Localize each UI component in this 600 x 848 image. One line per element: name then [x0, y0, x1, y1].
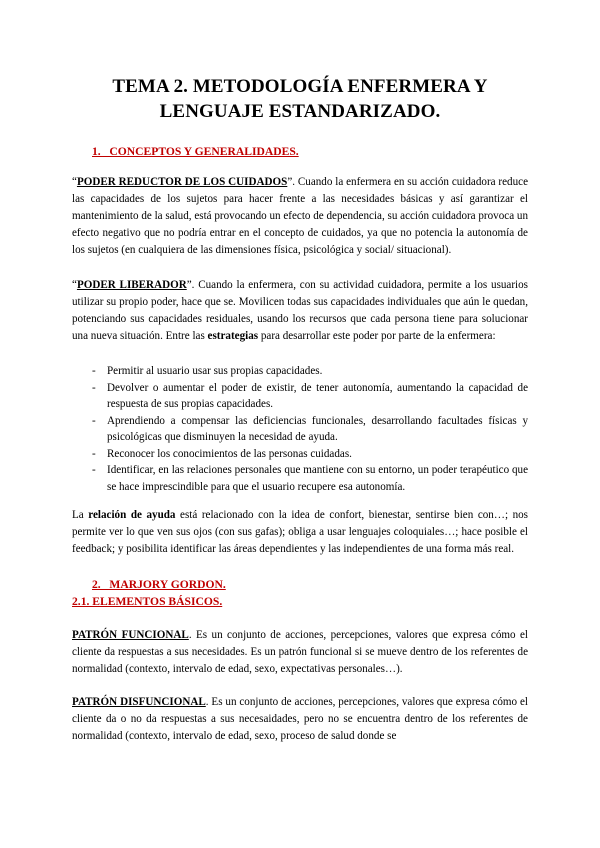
poder-liberador-text-after: para desarrollar este poder por parte de la enfermera:	[258, 330, 496, 342]
open-quote: “	[72, 279, 77, 291]
patron-disfuncional-term: PATRÓN DISFUNCIONAL	[72, 696, 206, 708]
poder-liberador-text-before: ”. Cuando la enfermera, con su actividad cuidadora, permite a los usuarios utilizar su propio poder, hace que se. Movilicen todas sus capacidades individuales que aún le quedan, potenciando sus capacidades residuales, usando los recursos que cada persona tiene para solucionar una nueva situación. Entre las	[72, 279, 528, 342]
patron-funcional-paragraph	[72, 627, 528, 678]
section-1-heading: 1. CONCEPTOS Y GENERALIDADES.	[92, 145, 299, 158]
list-item: - Permitir al usuario usar sus propias capacidades.	[92, 363, 528, 380]
list-item: - Identificar, en las relaciones personales que mantiene con su entorno, un poder terapéutico que se hace imprescindible para que el usuario recupere esa autonomía.	[92, 462, 528, 495]
relacion-ayuda-bold: relación de ayuda	[88, 509, 176, 521]
section-2-1-heading: 2.1. ELEMENTOS BÁSICOS.	[72, 595, 223, 608]
poder-reductor-term: PODER REDUCTOR DE LOS CUIDADOS	[76, 176, 288, 188]
page-title	[72, 0, 528, 124]
poder-reductor-text: ”. Cuando la enfermera en su acción cuidadora reduce las capacidades de los sujetos para hacer frente a las necesidades básicas y así garantizar el mantenimiento de la salud, está provocando un efecto de dependencia, su acción cuidadora provoca un efecto negativo que no podría entrar en el concepto de cuidados, ya que no potencia la autonomía de los sujetos (en cualquiera de las dimensiones física, psicológica y social/ situacional).	[72, 176, 528, 256]
poder-liberador-term: PODER LIBERADOR	[76, 279, 187, 291]
section-2-heading: 2. MARJORY GORDON.	[92, 578, 226, 591]
relacion-ayuda-paragraph	[72, 507, 528, 558]
patron-disfuncional-text: . Es un conjunto de acciones, percepciones, valores que expresa cómo el cliente da o no da respuestas a sus necesaidades, pero no se encuentra dentro de los referentes de normalidad (contexto, intervalo de edad, sexo, proceso de salud donde se	[72, 696, 528, 742]
title-line-2: LENGUAJE ESTANDARIZADO.	[159, 101, 441, 122]
list-item: - Devolver o aumentar el poder de existir, de tener autonomía, aumentando la capacidad de respuesta de sus propias capacidades.	[92, 380, 528, 413]
list-item: - Aprendiendo a compensar las deficiencias funcionales, desarrollando facultades físicas y psicológicas que disminuyen la necesidad de ayuda.	[92, 413, 528, 446]
strategies-list	[72, 363, 528, 495]
open-quote: “	[72, 176, 77, 188]
estrategias-bold: estrategias	[207, 330, 259, 342]
list-item: - Reconocer los conocimientos de las personas cuidadas.	[92, 446, 528, 463]
patron-funcional-term: PATRÓN FUNCIONAL	[72, 629, 189, 641]
title-line-1: TEMA 2. METODOLOGÍA ENFERMERA Y	[112, 76, 488, 97]
patron-disfuncional-paragraph	[72, 694, 528, 745]
patron-funcional-text: . Es un conjunto de acciones, percepciones, valores que expresa cómo el cliente da respuestas a sus necesidades. Es un patrón funcional si se mueve dentro de los referentes de normalidad (contexto, intervalo de edad, sexo, expectativas personales…).	[72, 629, 528, 675]
relacion-ayuda-text-after: está relacionado con la idea de confort, bienestar, sentirse bien con…; nos permite ver lo que ven sus ojos (con sus gafas); obliga a usar lenguajes coloquiales…; hace posible el feedback; y posibilita identificar las áreas dependientes y las independientes de una forma más real.	[72, 509, 528, 555]
relacion-ayuda-text-before: La	[72, 509, 89, 521]
poder-reductor-paragraph	[72, 174, 528, 259]
poder-liberador-paragraph	[72, 277, 528, 345]
